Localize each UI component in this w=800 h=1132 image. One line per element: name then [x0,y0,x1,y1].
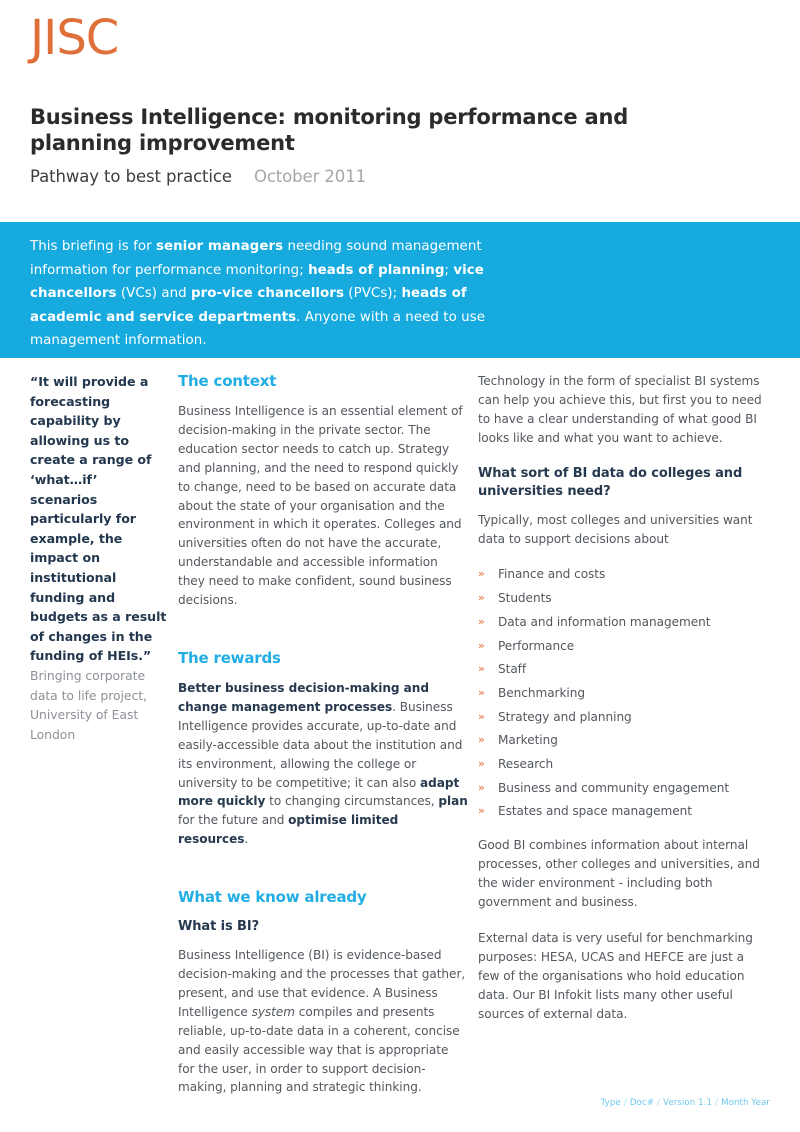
text-run-2: compiles and presents reliable, up-to-date data in a coherent, concise and easily accessible way that is appropriate for the user, in order to support decision-making, planning and strategic thinking. [178,1004,460,1095]
subtitle: Pathway to best practice [30,167,232,186]
footer-separator: / [623,1098,627,1108]
text-run-1: senior managers [155,239,284,254]
middle-column [178,372,468,1097]
list-item [478,637,768,655]
list-item [478,708,768,726]
subheading-what-is-bi: What is BI? [178,919,260,935]
data-lead-paragraph: Typically, most colleges and universities want data to support decisions about [478,512,753,546]
list-item-label: Marketing [498,733,558,748]
list-item [478,802,768,820]
right-column [478,372,768,1023]
pullquote-source: Bringing corporate data to life project, University of East London [30,667,147,742]
text-run-5: for the future and [178,813,289,828]
text-run-2: adapt more quickly [178,775,460,809]
spacer [178,866,468,888]
pullquote-column [30,372,168,744]
footer-separator: / [657,1098,661,1108]
page-title: Business Intelligence: monitoring performance and planning improvement [30,105,629,155]
text-run-1: system [251,1004,295,1019]
chevron-double-right-icon: » [478,567,485,581]
text-run-3: heads of planning [308,262,445,278]
section-heading-what-we-know: What we know already [178,888,367,907]
list-item-label: Business and community engagement [498,780,730,795]
list-item [478,613,768,631]
chevron-double-right-icon: » [478,756,485,770]
text-run-10: . Anyone with a need to use management information. [30,309,485,348]
document-date: October 2011 [253,167,367,186]
text-run-9: heads of academic and service departments [30,286,467,325]
footer-item: Month Year [721,1098,770,1108]
chevron-double-right-icon: » [478,709,485,723]
text-run-7: pro-vice chancellors [191,286,344,301]
text-run-4: plan [438,794,468,809]
list-item [478,684,768,702]
text-run-5: vice chancellors [30,262,484,301]
chevron-double-right-icon: » [478,638,485,652]
subtitle-row [30,167,730,186]
list-item [478,565,768,583]
text-run-8: (PVCs); [343,286,402,301]
text-run-6: optimise limited resources [178,813,399,847]
what-is-bi-paragraph [178,946,468,1097]
subheading-bi-data-need: What sort of BI data do colleges and universities need? [478,465,743,499]
list-item [478,779,768,797]
chevron-double-right-icon: » [478,780,485,794]
chevron-double-right-icon: » [478,662,485,676]
list-item-label: Staff [498,662,527,677]
page-footer [601,1098,770,1108]
list-item-label: Finance and costs [498,567,606,582]
list-item [478,660,768,678]
chevron-double-right-icon: » [478,733,485,747]
context-paragraph: Business Intelligence is an essential element of decision-making in the private sector. The education sector needs to catch up. Strategy and planning, and the need to respond quickly to change, need to be based on accurate data about the state of your organisation and the environment in which it operates. Colleges and universities often do not have the accurate, understandable and accessible information they need to make confident, sound business decisions. [178,404,463,608]
text-run-0: Better business decision-making and change management processes [178,680,429,714]
text-run-6: (VCs) and [116,286,192,301]
footer-item: Doc# [629,1098,655,1108]
footer-item: Type [600,1098,621,1108]
rewards-paragraph [178,679,468,849]
list-item [478,755,768,773]
audience-banner-text [30,235,530,353]
footer-separator: / [715,1098,719,1108]
list-item-label: Research [498,756,554,771]
spacer [178,627,468,649]
text-run-3: to changing circumstances, [265,794,439,809]
title-block [30,104,730,186]
text-run-1: . Business Intelligence provides accurate, up-to-date and easily-accessible data about the institution and its environment, allowing the college or university to be competitive; it can also [178,699,463,790]
text-run-2: needing sound management information for performance monitoring; [30,239,482,278]
text-run-7: . [244,832,249,847]
list-item-label: Strategy and planning [498,709,632,724]
chevron-double-right-icon: » [478,614,485,628]
chevron-double-right-icon: » [478,804,485,818]
chevron-double-right-icon: » [478,685,485,699]
audience-banner [0,222,800,358]
section-heading-rewards: The rewards [178,648,281,667]
text-run-0: This briefing is for [30,239,156,254]
list-item-label: Students [498,591,552,606]
pullquote-text: “It will provide a forecasting capability by allowing us to create a range of ‘what…if’ scenarios particularly for example, the impact on institutional funding and budgets as a result of changes in the funding of HEIs.” [30,374,167,664]
list-item-label: Performance [498,638,575,653]
list-item-label: Data and information management [498,614,711,629]
bi-data-list [478,565,768,820]
list-item [478,589,768,607]
technology-paragraph: Technology in the form of specialist BI systems can help you achieve this, but first you to need to have a clear understanding of what good BI looks like and what you want to achieve. [478,374,762,445]
section-heading-context: The context [178,372,277,390]
text-run-0: Business Intelligence (BI) is evidence-based decision-making and the processes that gather, present, and use that evidence. A Business Intelligence [178,948,466,1019]
good-bi-paragraph: Good BI combines information about internal processes, other colleges and universities, and the wider environment - including both government and business. [478,838,760,910]
text-run-4: ; [444,262,454,278]
external-data-paragraph: External data is very useful for benchmarking purposes: HESA, UCAS and HEFCE are just a few of the organisations who hold education data. Our BI Infokit lists many other useful sources of external data. [478,930,753,1021]
chevron-double-right-icon: » [478,591,485,605]
footer-item: Version 1.1 [663,1098,713,1108]
list-item-label: Benchmarking [498,685,585,700]
list-item-label: Estates and space management [498,804,692,819]
jisc-logo: JISC [30,10,119,66]
list-item [478,731,768,749]
